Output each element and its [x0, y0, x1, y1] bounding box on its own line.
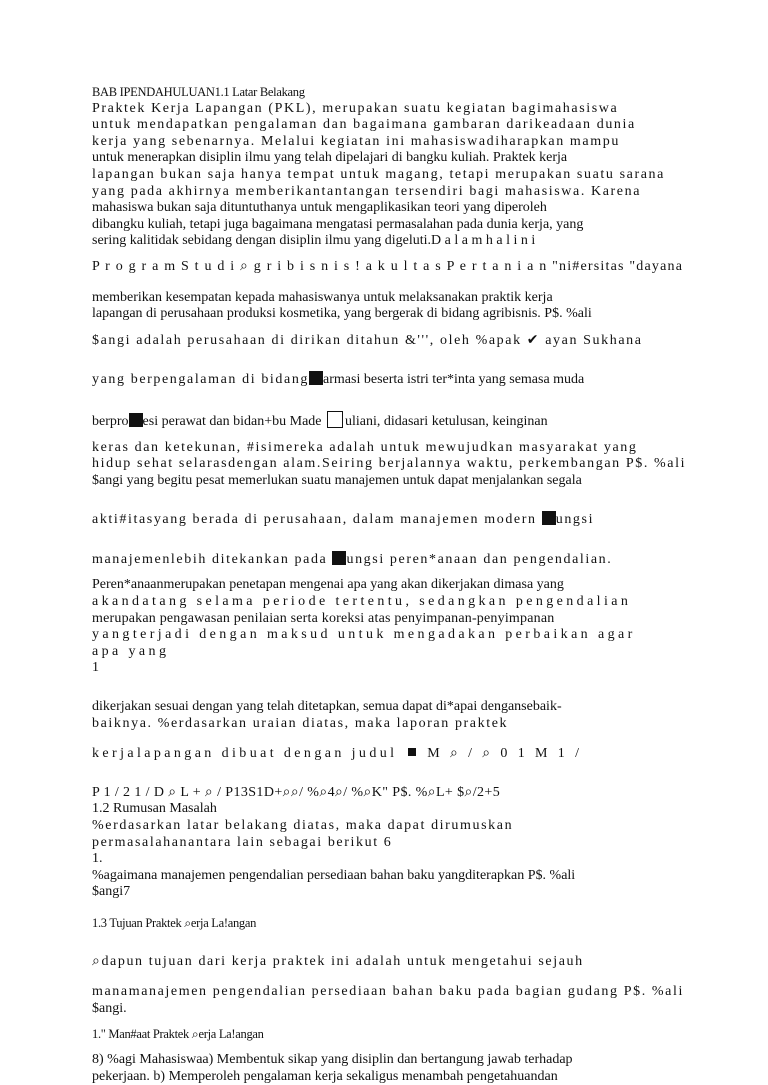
chapter-heading: BAB IPENDAHULUAN1.1 Latar Belakang	[92, 85, 305, 99]
bullet-square-icon	[408, 748, 416, 756]
text-line: akandatang selama periode tertentu, sedangkan pengendalian	[92, 594, 632, 610]
missing-glyph-box-icon	[332, 551, 346, 565]
section-heading: 1.3 Tujuan Praktek ⌕erja La!angan	[92, 915, 257, 930]
text-segment: uliani, didasari ketulusan, keinginan	[345, 413, 548, 429]
text-segment: kerjalapangan dibuat dengan judul	[92, 746, 405, 762]
text-line: hidup sehat selarasdengan alam.Seiring berjalannya waktu, perkembangan P$. %ali	[92, 456, 687, 472]
list-number: 1.	[92, 851, 103, 867]
text-line: ⌕dapun tujuan dari kerja praktek ini adalah untuk mengetahui sejauh	[92, 953, 584, 969]
text-segment: M ⌕ / ⌕ 0 1 M 1 /	[420, 746, 583, 762]
text-segment: akti#itasyang berada di perusahaan, dalam manajemen modern	[92, 512, 542, 528]
text-line: 8) %agi Mahasiswaa) Membentuk sikap yang disiplin dan bertangung jawab terhadap	[92, 1051, 573, 1067]
text-segment: manajemenlebih ditekankan pada	[92, 551, 333, 567]
section-heading: 1." Man#aat Praktek ⌕erja La!angan	[92, 1027, 264, 1042]
text-segment: ungsi	[555, 512, 595, 528]
text-line	[92, 371, 692, 389]
empty-glyph-box-icon	[327, 411, 343, 428]
text-line: Praktek Kerja Lapangan (PKL), merupakan suatu kegiatan bagimahasiswa	[92, 100, 619, 116]
text-line: %erdasarkan latar belakang diatas, maka dapat dirumuskan	[92, 818, 514, 833]
text-line: lapangan di perusahaan produksi kosmetika, yang bergerak di bidang agribisnis. P$. %ali	[92, 306, 592, 322]
text-line: pekerjaan. b) Memperoleh pengalaman kerja sekaligus menambah pengetahuandan	[92, 1068, 558, 1084]
missing-glyph-box-icon	[129, 413, 143, 427]
text-line	[92, 411, 692, 431]
text-line	[92, 746, 692, 763]
text-line: $angi.	[92, 1000, 127, 1016]
text-line: merupakan pengawasan penilaian serta koreksi atas penyimpanan-penyimpanan	[92, 610, 555, 626]
text-line: kerja yang sebenarnya. Melalui kegiatan ini mahasiswadiharapkan mampu	[92, 133, 620, 149]
text-segment: berpro	[92, 413, 129, 429]
text-segment: $angi adalah perusahaan di dirikan ditahun &''', oleh %apak	[92, 332, 527, 348]
missing-glyph-box-icon	[542, 511, 556, 525]
text-line: Peren*anaanmerupakan penetapan mengenai apa yang akan dikerjakan dimasa yang	[92, 577, 564, 593]
text-line: $angi yang begitu pesat memerlukan suatu manajemen untuk dapat menjalankan segala	[92, 472, 582, 488]
text-line: mahasiswa bukan saja dituntuthanya untuk mengaplikasikan teori yang diperoleh	[92, 200, 547, 216]
text-line: P 1 / 2 1 / D ⌕ L + ⌕ / P13S1D+⌕⌕/ %⌕4⌕/ %⌕K" P$. %⌕L+ $⌕/2+5	[92, 784, 501, 800]
text-line: untuk mendapatkan pengalaman dan bagaimana gambaran darikeadaan dunia	[92, 117, 636, 133]
text-line: dibangku kuliah, tetapi juga bagaimana mengatasi permasalahan pada dunia kerja, yang	[92, 216, 584, 232]
text-line: yang pada akhirnya memberikantantangan tersendiri bagi mahasiswa. Karena	[92, 183, 642, 199]
text-line: $angi7	[92, 884, 131, 900]
text-line: P r o g r a m S t u d i ⌕ g r i b i s n i s ! a k u l t a s P e r t a n i a n "ni#ersitas "dayana	[92, 258, 684, 274]
text-segment: armasi beserta istri ter*inta yang semasa muda	[323, 372, 585, 388]
missing-glyph-box-icon	[309, 371, 323, 385]
text-line: yangterjadi dengan maksud untuk mengadakan perbaikan agar	[92, 627, 636, 643]
text-line: baiknya. %erdasarkan uraian diatas, maka laporan praktek	[92, 715, 509, 731]
section-heading: 1.2 Rumusan Masalah	[92, 801, 217, 817]
text-line: permasalahanantara lain sebagai berikut 6	[92, 834, 393, 850]
text-line	[92, 551, 692, 569]
text-line: untuk menerapkan disiplin ilmu yang telah dipelajari di bangku kuliah. Praktek kerja	[92, 150, 568, 166]
text-line	[92, 332, 692, 350]
text-segment: ayan Sukhana	[540, 332, 643, 348]
text-segment: esi perawat dan bidan+bu Made	[142, 413, 325, 429]
text-line: lapangan bukan saja hanya tempat untuk magang, tetapi merupakan suatu sarana	[92, 166, 665, 182]
page-number: 1	[92, 660, 99, 676]
text-segment: ungsi peren*anaan dan pengendalian.	[346, 551, 613, 567]
text-line: sering kalitidak sebidang dengan disiplin ilmu yang digeluti.D a l a m h a l i n i	[92, 233, 536, 249]
text-line: memberikan kesempatan kepada mahasiswanya untuk melaksanakan praktik kerja	[92, 289, 553, 305]
text-line: apa yang	[92, 643, 170, 659]
text-line: keras dan ketekunan, #isimereka adalah untuk mewujudkan masyarakat yang	[92, 439, 638, 455]
text-line	[92, 511, 692, 529]
text-segment: yang berpengalaman di bidang	[92, 372, 310, 388]
check-icon: ✔	[526, 331, 541, 348]
text-line: manamanajemen pengendalian persediaan bahan baku pada bagian gudang P$. %ali	[92, 984, 684, 1000]
text-line: dikerjakan sesuai dengan yang telah ditetapkan, semua dapat di*apai dengansebaik-	[92, 699, 562, 715]
document-page	[92, 84, 692, 1085]
text-line: %agaimana manajemen pengendalian persediaan bahan baku yangditerapkan P$. %ali	[92, 867, 576, 883]
